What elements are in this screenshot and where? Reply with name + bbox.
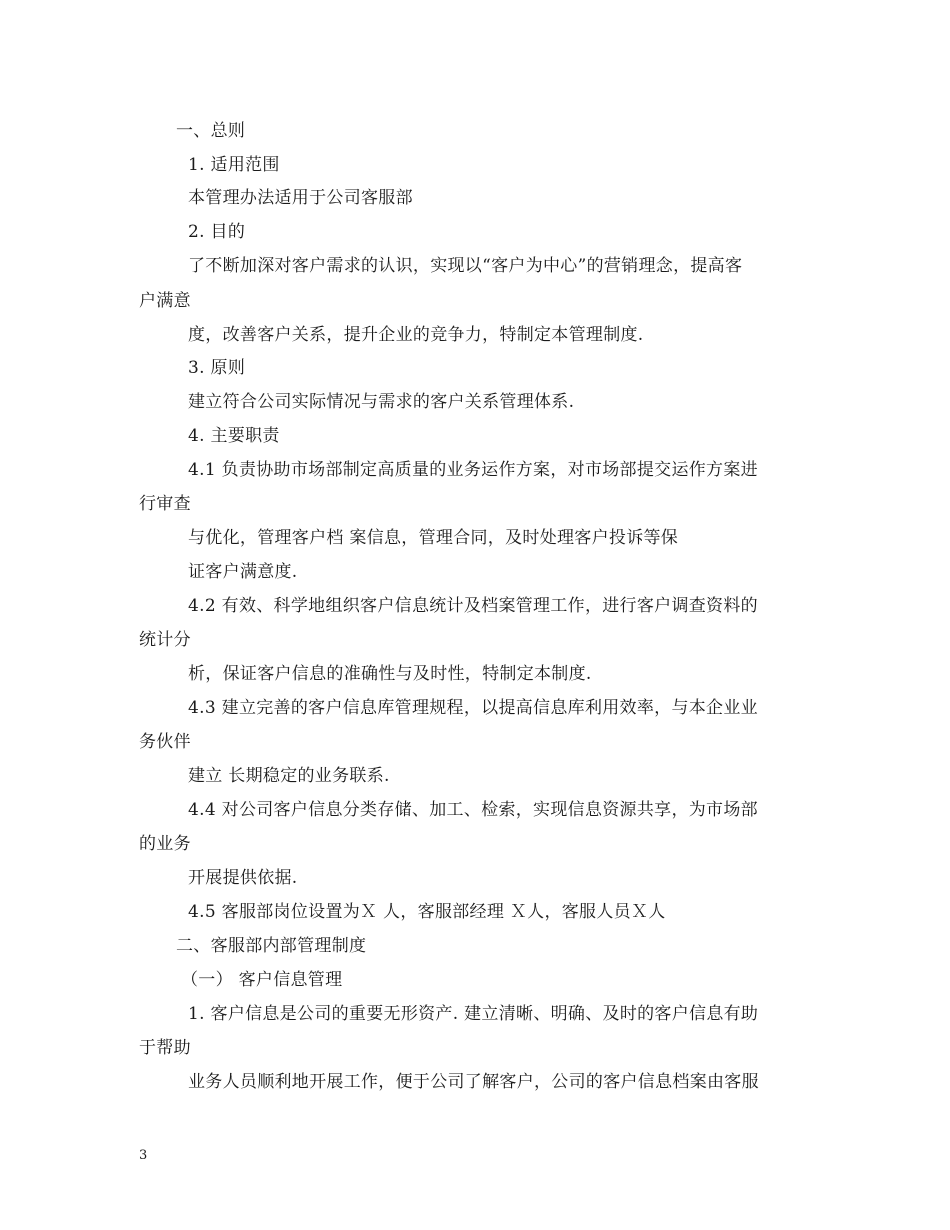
paragraph-line: 与优化，管理客户档 案信息，管理合同，及时处理客户投诉等保 [188, 528, 679, 548]
paragraph-line: 业务人员顺利地开展工作，便于公司了解客户，公司的客户信息档案由客服 [188, 1072, 759, 1092]
paragraph-line: 建立符合公司实际情况与需求的客户关系管理体系. [188, 392, 575, 412]
paragraph-line: 度，改善客户关系，提升企业的竞争力，特制定本管理制度. [188, 325, 644, 345]
item-principle-heading: 3. 原则 [188, 358, 246, 378]
paragraph-line: 4.2 有效、科学地组织客户信息统计及档案管理工作，进行客户调查资料的 [188, 596, 758, 616]
paragraph-line: 于帮助 [139, 1038, 191, 1058]
paragraph-line: 本管理办法适用于公司客服部 [188, 188, 413, 208]
heading-internal-management: 二、客服部内部管理制度 [176, 936, 367, 956]
subheading-customer-info: （一） 客户信息管理 [181, 970, 343, 990]
item-scope-heading: 1. 适用范围 [188, 155, 280, 175]
paragraph-line: 务伙伴 [139, 732, 191, 752]
paragraph-line: 开展提供依据. [188, 868, 298, 888]
paragraph-line: 行审查 [139, 494, 191, 514]
paragraph-line: 证客户满意度. [188, 562, 298, 582]
heading-general-provisions: 一、总则 [176, 121, 246, 141]
paragraph-line: 4.5 客服部岗位设置为Ｘ 人，客服部经理 Ｘ人，客服人员Ｘ人 [188, 902, 666, 922]
paragraph-line: 统计分 [139, 630, 191, 650]
paragraph-line: 4.3 建立完善的客户信息库管理规程，以提高信息库利用效率，与本企业业 [188, 698, 758, 718]
paragraph-line: 户满意 [139, 291, 191, 311]
paragraph-line: 1. 客户信息是公司的重要无形资产. 建立清晰、明确、及时的客户信息有助 [188, 1004, 759, 1024]
paragraph-line: 的业务 [139, 834, 191, 854]
paragraph-line: 析，保证客户信息的准确性与及时性，特制定本制度. [188, 664, 592, 684]
paragraph-line: 建立 长期稳定的业务联系. [188, 766, 390, 786]
paragraph-line: 4.1 负责协助市场部制定高质量的业务运作方案，对市场部提交运作方案进 [188, 460, 758, 480]
page-number: 3 [139, 1148, 148, 1163]
item-duties-heading: 4. 主要职责 [188, 426, 280, 446]
paragraph-line: 4.4 对公司客户信息分类存储、加工、检索，实现信息资源共享，为市场部 [188, 800, 758, 820]
paragraph-line: 了不断加深对客户需求的认识，实现以“客户为中心”的营销理念，提高客 [188, 256, 743, 276]
item-purpose-heading: 2. 目的 [188, 222, 246, 242]
